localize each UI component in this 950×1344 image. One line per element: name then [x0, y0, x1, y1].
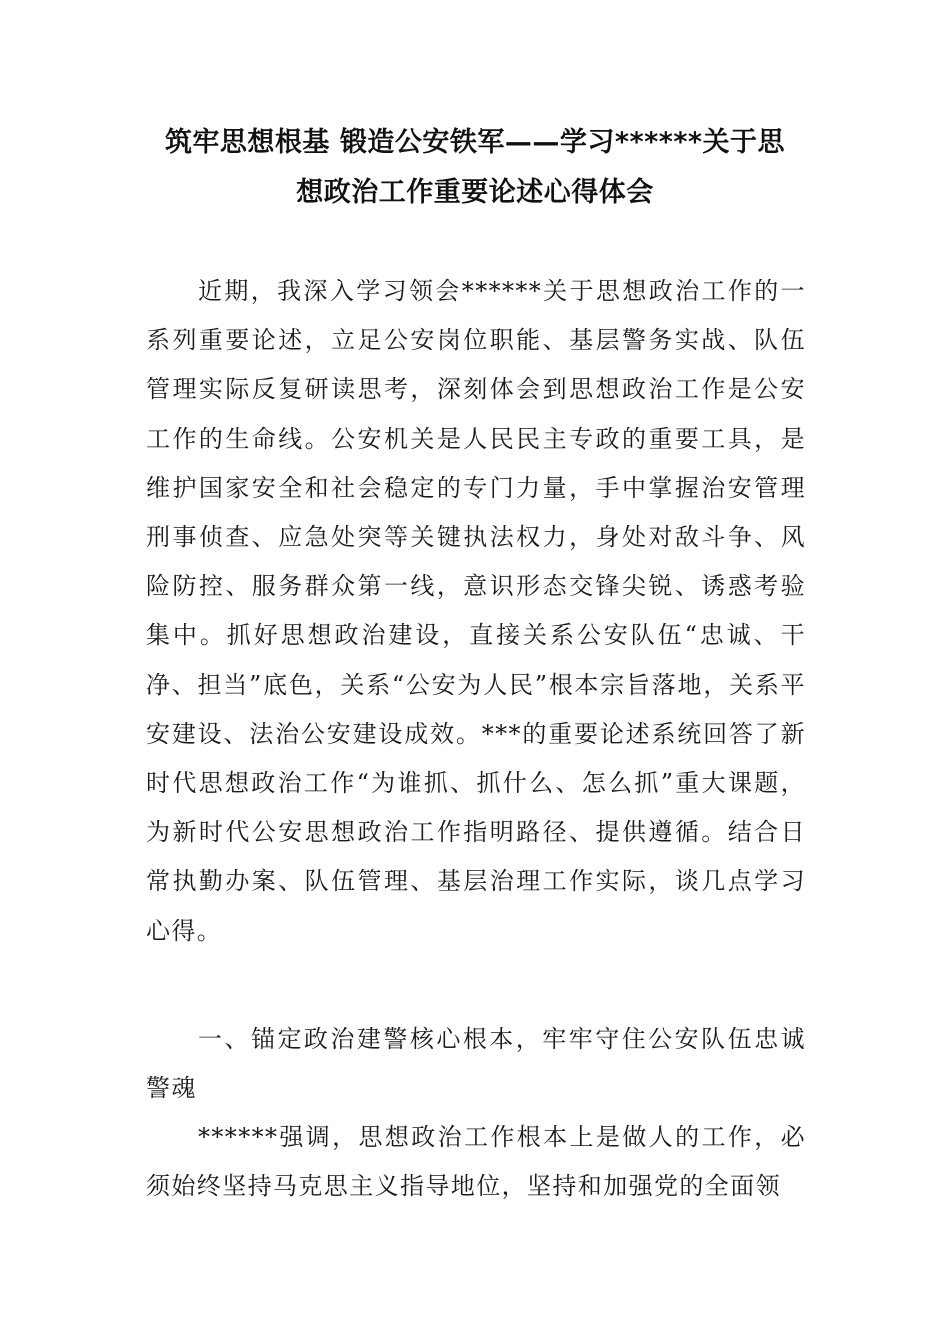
section-heading-1: [146, 1015, 806, 1113]
title-line-1: 筑牢思想根基 锻造公安铁军——学习******关于思: [164, 127, 786, 158]
document-title: [140, 118, 810, 218]
title-line-2: 想政治工作重要论述心得体会: [296, 177, 654, 208]
paragraph-intro: [146, 267, 806, 956]
paragraph-section-1-text: ******强调，思想政治工作根本上是做人的工作，必须始终坚持马克思主义指导地位，坚持和加强党的全面领: [146, 1123, 806, 1201]
paragraph-section-1: [146, 1113, 806, 1211]
paragraph-intro-text: 近期，我深入学习领会******关于思想政治工作的一系列重要论述，立足公安岗位职能、基层警务实战、队伍管理实际反复研读思考，深刻体会到思想政治工作是公安工作的生命线。公安机关是人民民主专政的重要工具，是维护国家安全和社会稳定的专门力量，手中掌握治安管理刑事侦查、应急处突等关键执法权力，身处对敌斗争、风险防控、服务群众第一线，意识形态交锋尖锐、诱惑考验集中。抓好思想政治建设，直接关系公安队伍“忠诚、干净、担当”底色，关系“公安为人民”根本宗旨落地，关系平安建设、法治公安建设成效。***的重要论述系统回答了新时代思想政治工作“为谁抓、抓什么、怎么抓”重大课题，为新时代公安思想政治工作指明路径、提供遵循。结合日常执勤办案、队伍管理、基层治理工作实际，谈几点学习心得。: [146, 277, 806, 945]
section-heading-1-text: 一、锚定政治建警核心根本，牢牢守住公安队伍忠诚警魂: [146, 1025, 806, 1103]
